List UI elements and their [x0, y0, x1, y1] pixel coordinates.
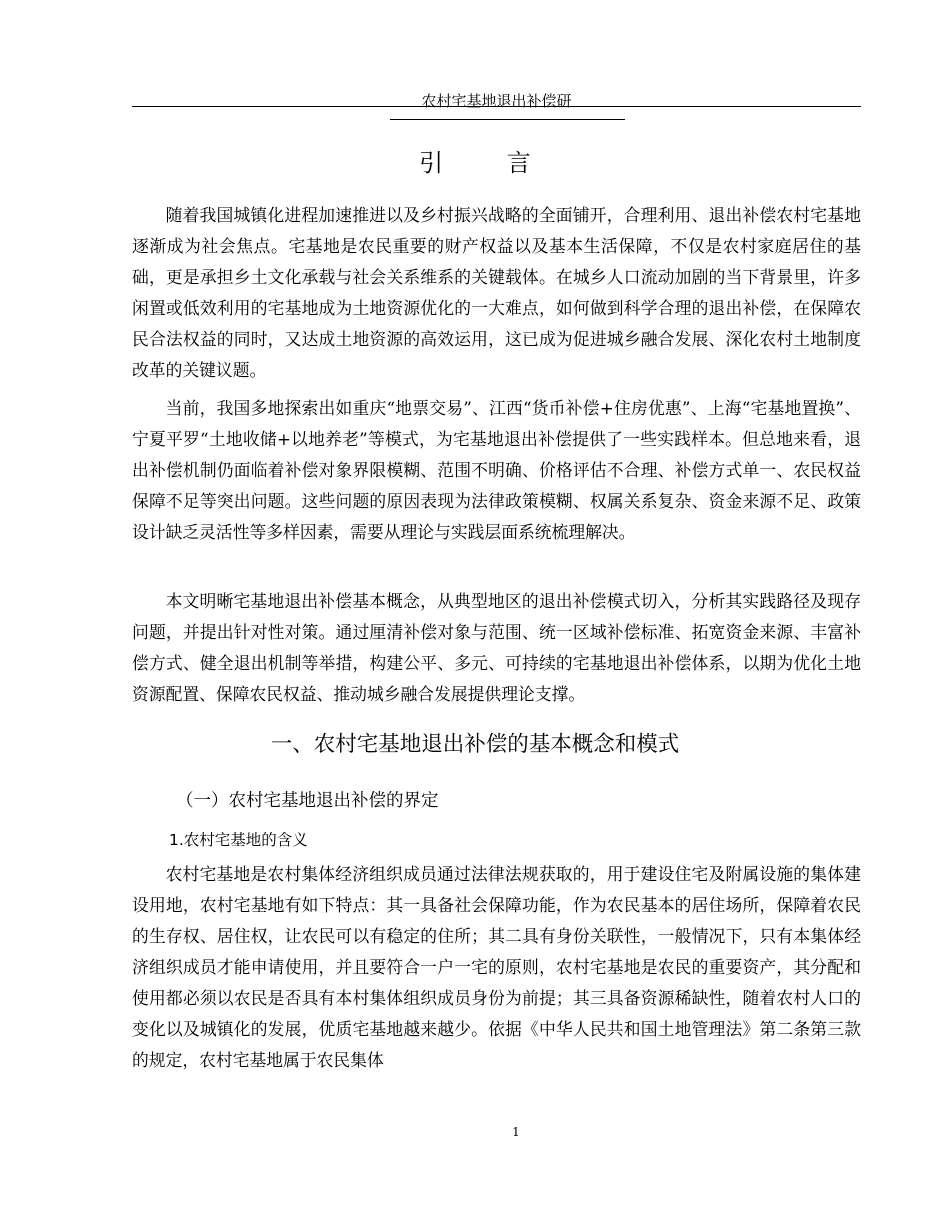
- running-header: [132, 90, 861, 110]
- intro-paragraph-2: 当前，我国多地探索出如重庆“地票交易”、江西“货币补偿+住房优惠”、上海“宅基地置换”、宁夏平罗“土地收储+以地养老”等模式，为宅基地退出补偿提供了一些实践样本。但总地来看，退出补偿机制仍面临着补偿对象界限模糊、范围不明确、价格评估不合理、补偿方式单一、农民权益保障不足等突出问题。这些问题的原因表现为法律政策模糊、权属关系复杂、资金来源不足、政策设计缺乏灵活性等多样因素，需要从理论与实践层面系统梳理解决。: [132, 398, 861, 542]
- intro-title: 引 言: [419, 149, 559, 177]
- header-underline-rule: [390, 119, 625, 120]
- section-heading: 一、农村宅基地退出补偿的基本概念和模式: [270, 732, 680, 757]
- intro-paragraph-3: 本文明晰宅基地退出补偿基本概念，从典型地区的退出补偿模式切入，分析其实践路径及现存问题，并提出针对性对策。通过厘清补偿对象与范围、统一区域补偿标准、拓宽资金来源、丰富补偿方式、健全退出机制等举措，构建公平、多元、可持续的宅基地退出补偿体系，以期为优化土地资源配置、保障农民权益、推动城乡融合发展提供理论支撑。: [132, 591, 861, 704]
- subsubsection-heading: 1.农村宅基地的含义: [169, 831, 308, 849]
- subsection-heading: （一）农村宅基地退出补偿的界定: [176, 791, 439, 811]
- page-number: 1: [512, 1125, 520, 1139]
- section-paragraph: 农村宅基地是农村集体经济组织成员通过法律法规获取的，用于建设住宅及附属设施的集体建设用地，农村宅基地有如下特点：其一具备社会保障功能，作为农民基本的居住场所，保障着农民的生存权、居住权，让农民可以有稳定的住所；其二具有身份关联性，一般情况下，只有本集体经济组织成员才能申请使用，并且要符合一户一宅的原则，农村宅基地是农民的重要资产，其分配和使用都必须以农民是否具有本村集体组织成员身份为前提；其三具备资源稀缺性，随着农村人口的变化以及城镇化的发展，优质宅基地越来越少。依据《中华人民共和国土地管理法》第二条第三款的规定，农村宅基地属于农民集体: [132, 864, 861, 1070]
- intro-paragraph-1: 随着我国城镇化进程加速推进以及乡村振兴战略的全面铺开，合理利用、退出补偿农村宅基地逐渐成为社会焦点。宅基地是农民重要的财产权益以及基本生活保障，不仅是农村家庭居住的基础，更是承担乡土文化承载与社会关系维系的关键载体。在城乡人口流动加剧的当下背景里，许多闲置或低效利用的宅基地成为土地资源优化的一大难点，如何做到科学合理的退出补偿，在保障农民合法权益的同时，又达成土地资源的高效运用，这已成为促进城乡融合发展、深化农村土地制度改革的关键议题。: [132, 205, 861, 380]
- running-header-title: 农村宅基地退出补偿研: [421, 92, 572, 110]
